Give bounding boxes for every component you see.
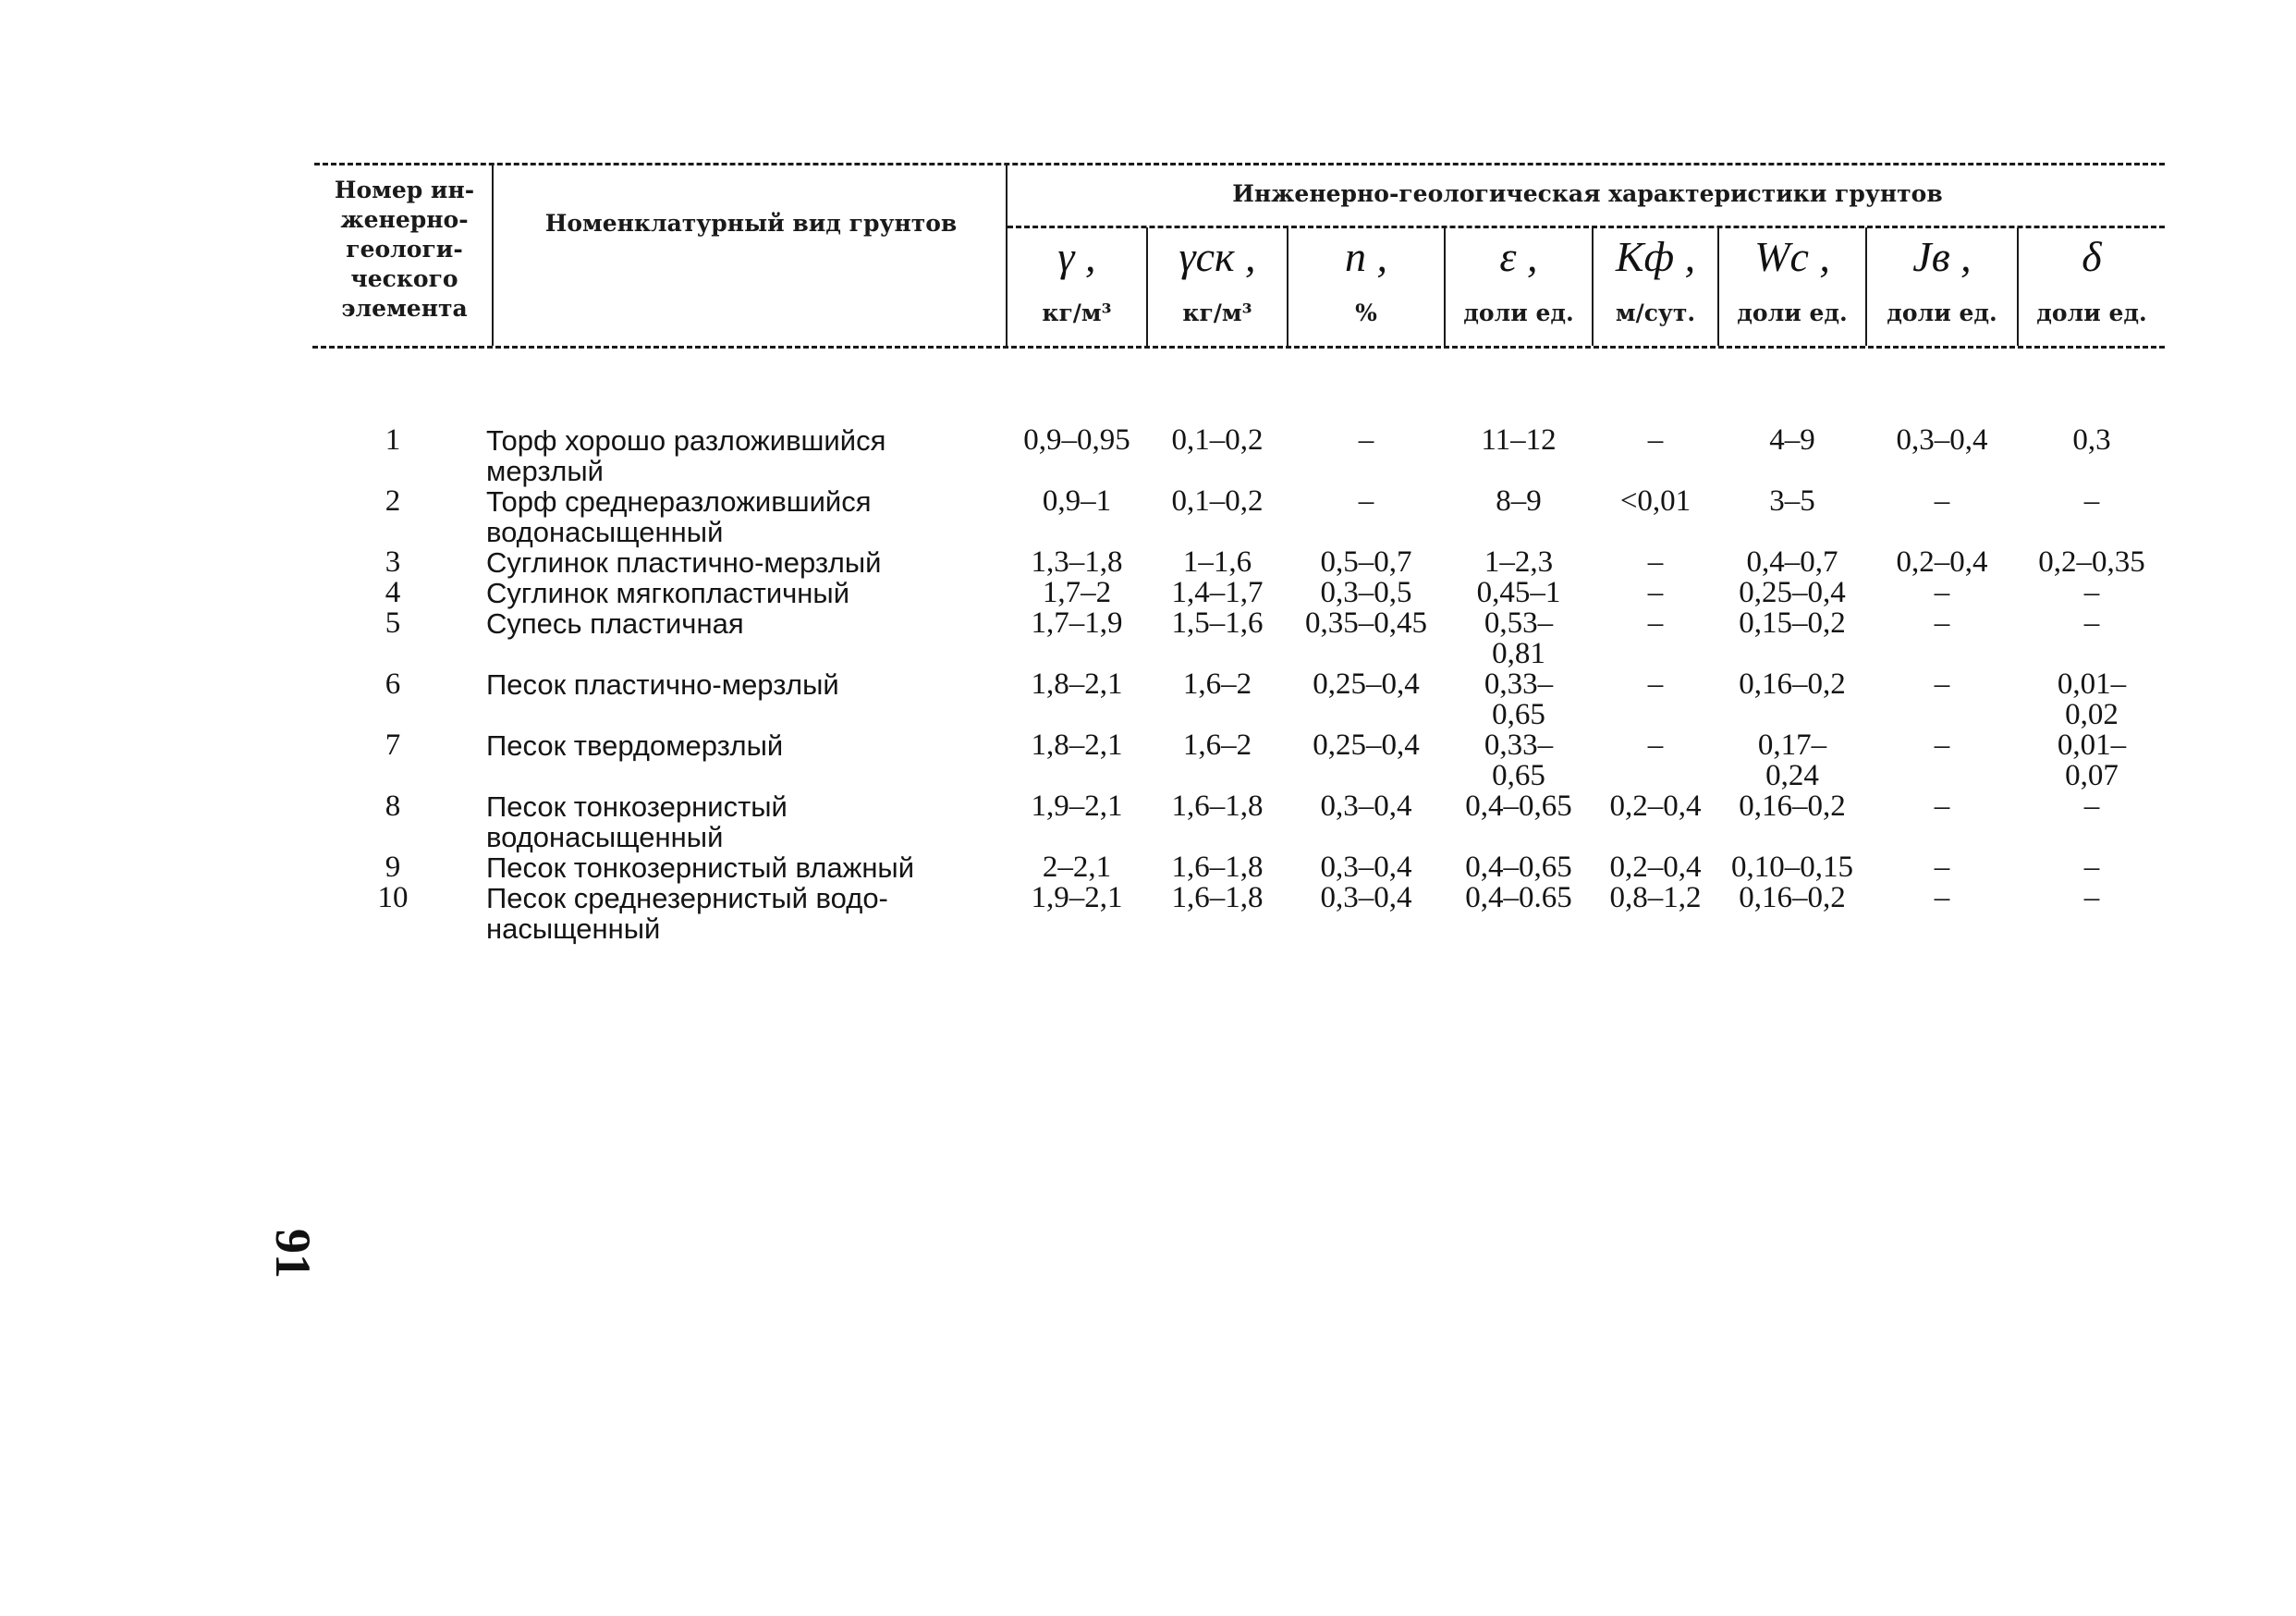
- param-symbol: n ,: [1345, 233, 1387, 280]
- param-value: 0,2–0,4: [1896, 545, 1988, 579]
- header-characteristics-group: Инженерно-геологическая характеристики грунтов: [1232, 180, 1943, 207]
- param-value: 0,33– 0,65: [1484, 667, 1554, 731]
- param-unit: доли ед.: [1737, 300, 1848, 326]
- soil-type-name: Торф среднеразложившийся водонасыщенный: [486, 485, 872, 548]
- param-value: 0,01– 0,02: [2057, 667, 2127, 731]
- param-symbol: γ ,: [1057, 233, 1096, 280]
- row-number: 8: [385, 790, 401, 823]
- param-value: –: [1934, 576, 1950, 609]
- param-value: 0,3: [2072, 423, 2111, 457]
- param-value: 0,3–0,5: [1320, 576, 1412, 609]
- soil-type-name: Суглинок мягкопластичный: [486, 577, 850, 609]
- param-value: 1–1,6: [1182, 545, 1252, 579]
- param-unit: кг/м³: [1182, 300, 1252, 326]
- param-value: –: [1647, 667, 1664, 701]
- param-value: –: [2083, 790, 2100, 823]
- param-value: 0,4–0.65: [1465, 881, 1572, 914]
- param-value: –: [2083, 484, 2100, 518]
- soil-type-name: Песок среднезернистый водо- насыщенный: [486, 882, 888, 945]
- soil-type-name: Песок тонкозернистый влажный: [486, 851, 915, 884]
- soil-type-name: Супесь пластичная: [486, 607, 744, 640]
- page-number: 91: [265, 1229, 321, 1279]
- param-unit: м/сут.: [1615, 300, 1696, 326]
- param-value: –: [1934, 851, 1950, 884]
- param-value: 1,6–1,8: [1171, 851, 1264, 884]
- param-value: 1,7–1,9: [1031, 606, 1123, 640]
- param-value: 0,15–0,2: [1739, 606, 1846, 640]
- param-value: 0,1–0,2: [1171, 484, 1264, 518]
- row-number: 2: [385, 484, 401, 518]
- param-value: 0,1–0,2: [1171, 423, 1264, 457]
- param-unit: доли ед.: [1463, 300, 1574, 326]
- header-sub-rule: [1008, 226, 2165, 228]
- param-value: 0,2–0,4: [1609, 851, 1702, 884]
- param-value: 0,9–1: [1042, 484, 1112, 518]
- row-number: 9: [385, 851, 401, 884]
- row-number: 6: [385, 667, 401, 701]
- row-number: 5: [385, 606, 401, 640]
- soil-type-name: Песок тонкозернистый водонасыщенный: [486, 790, 788, 853]
- param-value: 1,9–2,1: [1031, 790, 1123, 823]
- param-unit: кг/м³: [1042, 300, 1112, 326]
- param-value: 0,4–0,65: [1465, 851, 1572, 884]
- param-value: 0,3–0,4: [1320, 790, 1412, 823]
- param-value: 0,16–0,2: [1739, 881, 1846, 914]
- param-symbol: Jв ,: [1912, 233, 1972, 280]
- header-number-column: Номер ин- женерно- геологи- ческого элемента: [334, 177, 475, 322]
- row-number: 7: [385, 728, 401, 762]
- param-value: 0,25–0,4: [1739, 576, 1846, 609]
- soil-type-name: Торф хорошо разложившийся мерзлый: [486, 424, 886, 487]
- param-value: 2–2,1: [1042, 851, 1112, 884]
- param-value: 0,3–0,4: [1320, 851, 1412, 884]
- param-symbol: ε ,: [1499, 233, 1538, 280]
- param-value: –: [2083, 851, 2100, 884]
- param-value: 1,6–2: [1182, 728, 1252, 762]
- param-value: –: [1358, 423, 1374, 457]
- param-value: 0,4–0,7: [1746, 545, 1838, 579]
- param-symbol: Wc ,: [1754, 233, 1830, 280]
- param-unit: доли ед.: [2036, 300, 2147, 326]
- param-value: 3–5: [1769, 484, 1815, 518]
- param-value: 1,3–1,8: [1031, 545, 1123, 579]
- param-value: 0,33– 0,65: [1484, 728, 1554, 792]
- param-unit: доли ед.: [1887, 300, 1997, 326]
- param-value: 0,10–0,15: [1731, 851, 1853, 884]
- param-value: –: [2083, 576, 2100, 609]
- soil-type-name: Песок пластично-мерзлый: [486, 668, 839, 701]
- param-value: –: [1358, 484, 1374, 518]
- table-top-rule: [314, 163, 2165, 165]
- param-value: 0,01– 0,07: [2057, 728, 2127, 792]
- param-symbol: γск ,: [1179, 233, 1256, 280]
- param-value: 0,3–0,4: [1896, 423, 1988, 457]
- param-unit: %: [1355, 300, 1377, 326]
- param-value: 1,6–2: [1182, 667, 1252, 701]
- param-value: 0,25–0,4: [1313, 728, 1420, 762]
- param-value: 4–9: [1769, 423, 1815, 457]
- soil-type-name: Песок твердомерзлый: [486, 729, 784, 762]
- param-value: 1,4–1,7: [1171, 576, 1264, 609]
- param-value: 0,17– 0,24: [1757, 728, 1827, 792]
- row-number: 4: [385, 576, 401, 609]
- param-value: –: [1647, 606, 1664, 640]
- param-value: –: [1934, 728, 1950, 762]
- soil-type-name: Суглинок пластично-мерзлый: [486, 546, 882, 579]
- param-value: 0,25–0,4: [1313, 667, 1420, 701]
- row-number: 10: [377, 881, 409, 914]
- param-value: 1,6–1,8: [1171, 790, 1264, 823]
- param-value: 0,45–1: [1476, 576, 1561, 609]
- param-value: –: [2083, 606, 2100, 640]
- row-number: 1: [385, 423, 401, 457]
- param-value: 0,2–0,35: [2038, 545, 2145, 579]
- param-value: 1,8–2,1: [1031, 728, 1123, 762]
- param-value: 8–9: [1496, 484, 1542, 518]
- param-value: 0,3–0,4: [1320, 881, 1412, 914]
- param-value: –: [2083, 881, 2100, 914]
- param-value: –: [1934, 606, 1950, 640]
- param-value: –: [1934, 484, 1950, 518]
- param-value: 1,7–2: [1042, 576, 1112, 609]
- param-value: 11–12: [1481, 423, 1557, 457]
- param-value: <0,01: [1619, 484, 1691, 518]
- param-value: –: [1647, 576, 1664, 609]
- param-value: 0,8–1,2: [1609, 881, 1702, 914]
- param-value: –: [1647, 423, 1664, 457]
- row-number: 3: [385, 545, 401, 579]
- param-value: 0,9–0,95: [1023, 423, 1130, 457]
- header-name-column: Номенклатурный вид грунтов: [544, 210, 958, 237]
- param-value: –: [1647, 545, 1664, 579]
- param-value: 0,4–0,65: [1465, 790, 1572, 823]
- param-value: 0,5–0,7: [1320, 545, 1412, 579]
- param-value: 0,16–0,2: [1739, 790, 1846, 823]
- param-symbol: Kф ,: [1615, 233, 1696, 280]
- param-symbol: δ: [2082, 233, 2102, 280]
- param-value: 1,9–2,1: [1031, 881, 1123, 914]
- param-value: 1,6–1,8: [1171, 881, 1264, 914]
- param-value: 1,5–1,6: [1171, 606, 1264, 640]
- param-value: –: [1934, 881, 1950, 914]
- param-value: 0,2–0,4: [1609, 790, 1702, 823]
- param-value: 1,8–2,1: [1031, 667, 1123, 701]
- param-value: 0,35–0,45: [1305, 606, 1427, 640]
- param-value: –: [1934, 790, 1950, 823]
- header-bottom-rule: [312, 346, 2165, 349]
- param-value: 1–2,3: [1484, 545, 1554, 579]
- param-value: –: [1647, 728, 1664, 762]
- col-divider: [492, 165, 494, 346]
- param-value: –: [1934, 667, 1950, 701]
- param-value: 0,16–0,2: [1739, 667, 1846, 701]
- param-value: 0,53– 0,81: [1484, 606, 1554, 670]
